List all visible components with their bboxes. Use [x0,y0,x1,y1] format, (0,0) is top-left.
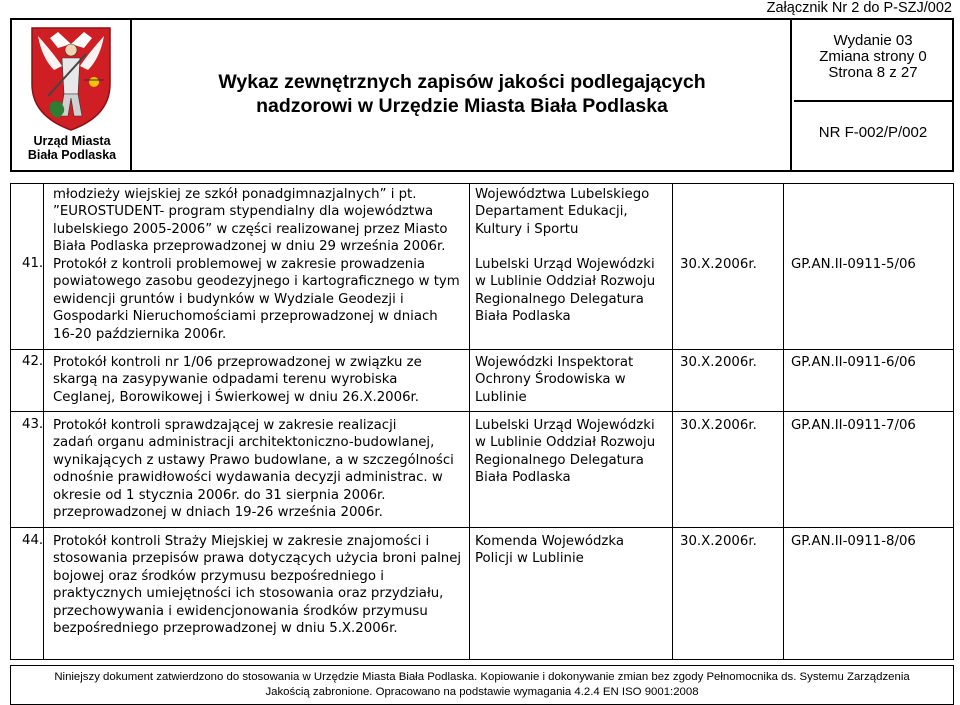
crest-icon [28,24,114,132]
table-row-date: 30.X.2006r. [680,534,757,549]
table-row-institution: Komenda Wojewódzka Policji w Lublinie [475,534,624,567]
table-row-institution: Lubelski Urząd Wojewódzki w Lublinie Oddział Rozwoju Regionalnego Delegatura Biała Podlaska [475,418,656,486]
row-divider [11,411,953,412]
records-table [10,183,954,660]
table-row-institution: Województwa Lubelskiego Departament Edukacji, Kultury i Sportu [475,187,650,237]
table-row-number: 44. [22,533,44,548]
row-divider [11,527,953,528]
table-row-description: Protokół kontroli nr 1/06 przeprowadzonej w związku ze skargą na zasypywanie odpadami terenu wyrobiska Ceglanej, Borowikowej i Świerkowej w dniu 26.X.2006r. [53,355,422,405]
logo-cell [12,20,132,170]
footer-line2: Jakością zabronione. Opracowano na podstawie wymagania 4.2.4 EN ISO 9001:2008 [265,686,699,698]
office-name-line2: Biała Podlaska [27,148,117,162]
table-row-date: 30.X.2006r. [680,355,757,370]
table-row-reference: GP.AN.II-0911-6/06 [791,355,916,370]
table-row-date: 30.X.2006r. [680,257,757,272]
table-row-number: 42. [22,354,44,369]
annex-label: Załącznik Nr 2 do P-SZJ/002 [766,0,952,16]
table-row-description: Protokół kontroli sprawdzającej w zakresie realizacji zadań organu administracji architektoniczno-budowlanej, wynikających z ustawy Prawo budowlane, a w szczególności odnośnie prawidłowości wydawania decyzji administrac. w okresie od 1 stycznia 2006r. do 31 sierpnia 2006r. przeprowadzonej w dniach 19-26 września 2006r. [53,418,454,521]
row-divider [11,349,953,350]
table-row-description: Protokół z kontroli problemowej w zakresie prowadzenia powiatowego zasobu geodezyjnego i kartograficznego w tym ewidencji gruntów i budynków w Wydziale Geodezji i Gospodarki Nieruchomościami przeprowadzonej w dniach 16-20 października 2006r. [53,257,460,342]
document-footer [10,665,954,705]
table-row-institution: Lubelski Urząd Wojewódzki w Lublinie Oddział Rozwoju Regionalnego Delegatura Biała Podlaska [475,257,656,325]
page-change-label: Zmiana strony 0 [819,48,927,65]
meta-divider [794,100,952,102]
column-divider [783,184,784,659]
table-row-number: 43. [22,417,44,432]
table-row-reference: GP.AN.II-0911-8/06 [791,534,916,549]
table-row-date: 30.X.2006r. [680,418,757,433]
title-cell [132,20,792,170]
edition-label: Wydanie 03 [833,32,913,49]
table-row-institution: Wojewódzki Inspektorat Ochrony Środowiska w Lublinie [475,355,634,405]
table-row-number: 41. [22,256,44,271]
document-title-line1: Wykaz zewnętrznych zapisów jakości podlegających [218,71,706,93]
footer-line1: Niniejszy dokument zatwierdzono do stosowania w Urzędzie Miasta Biała Podlaska. Kopiowanie i dokonywanie zmian bez zgody Pełnomocnika ds. Systemu Zarządzenia [54,671,910,683]
document-header [10,18,954,172]
form-number-label: NR F-002/P/002 [818,124,928,141]
table-row-reference: GP.AN.II-0911-7/06 [791,418,916,433]
document-title-line2: nadzorowi w Urzędzie Miasta Biała Podlaska [256,95,668,117]
column-divider [672,184,673,659]
column-divider [469,184,470,659]
table-row-description: młodzieży wiejskiej ze szkół ponadgimnazjalnych” i pt. ”EUROSTUDENT- program stypendialny dla województwa lubelskiego 2005-2006” w części realizowanej przez Miasto Biała Podlaska przeprowadzonej w dniu 29 września 2006r. [53,187,448,255]
page-number-label: Strona 8 z 27 [828,64,918,81]
meta-cell [794,20,952,170]
office-name-line1: Urząd Miasta [33,134,111,148]
table-row-description: Protokół kontroli Straży Miejskiej w zakresie znajomości i stosowania przepisów prawa dotyczących użycia broni palnej bojowej oraz środków przymusu bezpośredniego i praktycznych umiejętności ich stosowania oraz przydziału, przechowywania i ewidencjonowania środków przymusu bezpośredniego przeprowadzonej w dniu 5.X.2006r. [53,534,462,637]
table-row-reference: GP.AN.II-0911-5/06 [791,257,916,272]
